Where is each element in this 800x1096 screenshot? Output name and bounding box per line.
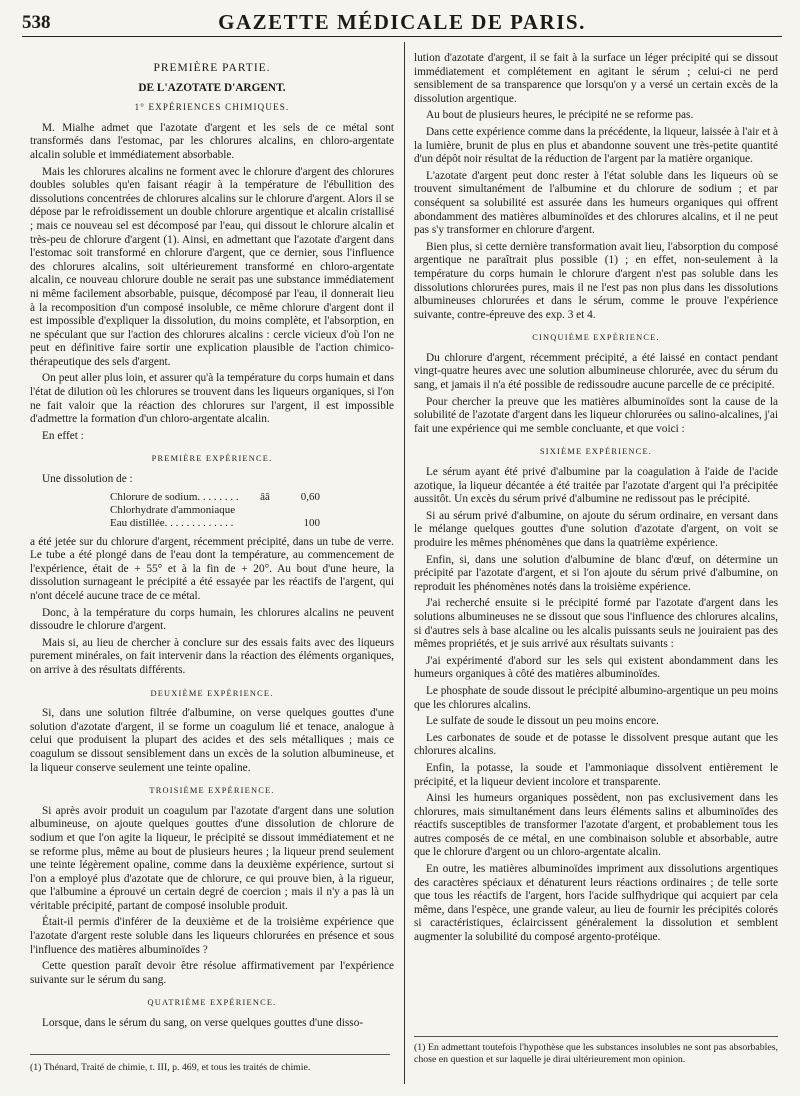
- recipe-qty: [250, 517, 280, 530]
- footnote-left: (1) Thénard, Traité de chimie, t. III, p. 469, et tous les traités de chimie.: [30, 1062, 311, 1073]
- paragraph: Cette question paraît devoir être résolue affirmativement par l'expérience suivante sur le sérum du sang.: [30, 960, 394, 986]
- recipe-qty: ââ: [260, 490, 270, 503]
- paragraph: Le phosphate de soude dissout le précipité albumino-argentique un peu moins que les chlorures alcalins.: [414, 684, 778, 711]
- paragraph: Était-il permis d'inférer de la deuxième et de la troisième expérience que l'azotate d'argent reste soluble dans les liqueurs chlorurées en présence et sous l'influence des matières albuminoïdes ?: [30, 916, 394, 956]
- recipe-value: 0,60: [300, 490, 320, 503]
- recipe-value: 100: [303, 516, 320, 529]
- part-title: PREMIÈRE PARTIE.: [153, 62, 271, 74]
- page-number: 538: [22, 12, 51, 33]
- recipe-name: Chlorure de sodium. . . . . . . .: [110, 490, 239, 503]
- paragraph: Mais les chlorures alcalins ne forment avec le chlorure d'argent des chlorures doubles solubles qu'en faisant réagir à la température de l'ébullition des dissolutions concentrées de chlorures alcalins sur le chlorure d'argent. Alors il se dépose par le refroidissement un double chlorure argentique et alcalin cristallisé ; mais ce nouveau sel est décomposé par l'eau, qui dissout le chlorure alcalin et très-peu de chlorure d'argent (1). Ainsi, en admettant que l'azotate d'argent dans l'estomac soit transformé en chlorure d'argent, que ce dernier, sous l'influence des chlorures alcalins, soit ultérieurement transformé en chloro-argentate alcalin, ce nouveau chlorure double ne serait pas une substance immédiatement ni même facilement absorbable, puisque, décomposé par l'eau, il donnerait lieu à la recomposition d'un composé insoluble, ce même chlorure d'argent dont il est impossible d'expliquer la dissolution, du moins complète, et l'absorption, en ne spéculant que sur l'action des chlorures alcalins : cercle vicieux d'où l'on ne peut en définitive faire sortir une explication plausible de l'action chimico-thérapeutique des sels d'argent.: [30, 165, 394, 368]
- paragraph: lution d'azotate d'argent, il se fait à la surface un léger précipité qui se dissout immédiatement et complétement en agitant le sérum ; celui-ci ne perd sensiblement de sa transparence que lorsqu'on y a versé un certain excès de la dissolution argentique.: [414, 52, 778, 105]
- paragraph: Lorsque, dans le sérum du sang, on verse quelques gouttes d'une disso-: [42, 1017, 364, 1030]
- paragraph: Au bout de plusieurs heures, le précipité ne se reforme pas.: [426, 109, 694, 122]
- paragraph: Les carbonates de soude et de potasse le dissolvent presque autant que les chlorures alcalins.: [414, 731, 778, 758]
- column-divider: [404, 42, 405, 1084]
- paragraph: Enfin, si, dans une solution d'albumine de blanc d'œuf, on détermine un précipité par l'azotate d'argent, et si l'on ajoute du sérum privé d'albumine, on reproduit les phénomènes notés dans la troisième expérience.: [414, 553, 778, 593]
- footnote-rule: [30, 1054, 390, 1055]
- experiment-heading: SIXIÈME EXPÉRIENCE.: [539, 447, 653, 457]
- paragraph: a été jetée sur du chlorure d'argent, récemment précipité, dans un tube de verre. Le tube a été plongé dans de l'eau dont la température, au commencement de l'expérience, était de + 55° et à la fin de + 20°. Au bout d'une heure, la dissolution surnageant le précipité a été essayée par les réactifs de l'argent, qui n'ont décelé aucune trace de ce métal.: [30, 535, 394, 602]
- footnote-rule: [414, 1036, 778, 1037]
- paragraph: En effet :: [42, 429, 84, 442]
- footnote-right: (1) En admettant toutefois l'hypothèse que les substances insolubles ne sont pas absorbables, chose en question et sur laquelle je dirai ultérieurement mon opinion.: [414, 1042, 778, 1065]
- experiment-heading: PREMIÈRE EXPÉRIENCE.: [151, 454, 273, 464]
- paragraph: Mais si, au lieu de chercher à conclure sur des essais faits avec des liqueurs purement minérales, on fait intervenir dans la réaction des éléments organiques, on arrive à des résultats différents.: [30, 636, 394, 676]
- journal-title: GAZETTE MÉDICALE DE PARIS.: [218, 10, 586, 34]
- paragraph: Une dissolution de :: [42, 473, 133, 486]
- experiment-heading: TROISIÈME EXPÉRIENCE.: [149, 786, 275, 796]
- paragraph: Bien plus, si cette dernière transformation avait lieu, l'absorption du composé argentique ne paraîtrait plus possible (1) ; en effet, non-seulement à la température du corps humain le chlorure d'argent n'est pas soluble dans les dissolutions chlorurées pures, mais il ne l'est pas non plus dans les dissolutions albumineuses chlorurées et dans le sérum, comme le prouve l'expérience suivante, contre-épreuve des exp. 3 et 4.: [414, 240, 778, 321]
- paragraph: Du chlorure d'argent, récemment précipité, a été laissé en contact pendant vingt-quatre heures avec une solution albumineuse chlorurée, avec du sérum du sang, et jamais il n'a été possible de redissoudre aucune parcelle de ce précipité.: [414, 351, 778, 392]
- recipe-list: [110, 491, 394, 530]
- paragraph: Dans cette expérience comme dans la précédente, la liqueur, laissée à l'air et à la lumière, brunit de plus en plus et abandonne souvent une très-petite quantité d'un dépôt noir résultat de la réduction de l'argent par la matière organique.: [414, 125, 778, 166]
- right-column: [414, 52, 778, 948]
- page-header: [22, 10, 782, 37]
- paragraph: L'azotate d'argent peut donc rester à l'état soluble dans les liqueurs où se trouvent simultanément de l'albumine et du chlorure de sodium ; et par conséquent sa solubilité est assurée dans les humeurs organiques qui offrent abondamment des matières albuminoïdes et des chlorures alcalins, et il ne peut pas s'y transformer en chlorure d'argent.: [414, 169, 778, 237]
- recipe-name: Eau distillée. . . . . . . . . . . . .: [110, 516, 234, 529]
- recipe-row: [110, 517, 394, 530]
- paragraph: Le sulfate de soude le dissout un peu moins encore.: [426, 715, 659, 728]
- recipe-value: [280, 504, 320, 517]
- paragraph: Enfin, la potasse, la soude et l'ammoniaque dissolvent entièrement le précipité, et la liqueur devient incolore et transparente.: [414, 761, 778, 788]
- experiment-heading: DEUXIÈME EXPÉRIENCE.: [150, 688, 274, 698]
- paragraph: J'ai recherché ensuite si le précipité formé par l'azotate d'argent dans les solutions albumineuses ne se dissout que sous l'influence des chlorures alcalins, si d'autres sels à base alcaline ou les alcalis puissants seuls ne jouiraient pas des mêmes propriétés, et je suis arrivé aux résultats suivants :: [414, 597, 778, 651]
- paragraph: Si au sérum privé d'albumine, on ajoute du sérum ordinaire, en versant dans le mélange quelques gouttes d'une solution d'azotate d'argent, on voit se produire les mêmes phénomènes que dans la quatrième expérience.: [414, 509, 778, 549]
- section-title: 1° EXPÉRIENCES CHIMIQUES.: [134, 102, 290, 113]
- recipe-row: [110, 491, 394, 504]
- paragraph: Donc, à la température du corps humain, les chlorures alcalins ne peuvent dissoudre le chlorure d'argent.: [30, 606, 394, 633]
- paragraph: Le sérum ayant été privé d'albumine par la coagulation à l'aide de l'acide azotique, la liqueur décantée a été traitée par l'azotate d'argent qui l'a précipitée aussitôt. Un excès du sérum privé d'albumine ne redissout pas le précipité.: [414, 466, 778, 506]
- recipe-qty: [250, 504, 280, 517]
- article-title: DE L'AZOTATE D'ARGENT.: [138, 81, 286, 94]
- paragraph: Si, dans une solution filtrée d'albumine, on verse quelques gouttes d'une solution d'azotate d'argent, il se forme un coagulum lié et tenace, analogue à celui que produisent la plupart des acides et des sels métalliques ; mais ce coagulum se dissout sensiblement dans un excès de la solution albumineuse, et la liqueur conserve seulement une teinte opaline.: [30, 707, 394, 774]
- recipe-row: [110, 504, 394, 517]
- experiment-heading: QUATRIÈME EXPÉRIENCE.: [147, 998, 277, 1008]
- left-column: [30, 52, 394, 1034]
- paragraph: M. Mialhe admet que l'azotate d'argent et les sels de ce métal sont transformés dans l'estomac, par les chlorures alcalins, en chloro-argentate alcalin soluble et immédiatement absorbable.: [30, 121, 394, 161]
- paragraph: En outre, les matières albuminoïdes impriment aux dissolutions argentiques des caractères spéciaux et dénaturent leurs réactions ordinaires ; de telle sorte que tous les réactifs de l'argent, hors l'acide sulfhydrique qui acquiert par cela même, dans l'espèce, une grande valeur, au lieu de fournir les précipités colorés si caractéristiques, éclaircissent généralement la dissolution et semblent augmenter la solubilité du composé argento-protéique.: [414, 863, 778, 944]
- recipe-name: Chlorhydrate d'ammoniaque: [110, 503, 236, 516]
- paragraph: J'ai expérimenté d'abord sur les sels qui existent abondamment dans les humeurs organiques à côté des matières albuminoïdes.: [414, 654, 778, 681]
- paragraph: On peut aller plus loin, et assurer qu'à la température du corps humain et dans l'état de dilution où les chlorures se trouvent dans les liqueurs organiques, si l'on ne fait valoir que la réaction des chlorures sur l'argent, il est impossible d'admettre la formation d'un chloro-argentate alcalin.: [30, 372, 394, 426]
- paragraph: Pour chercher la preuve que les matières albuminoïdes sont la cause de la solubilité de l'azotate d'argent dans les liqueur chlorurées ou salino-alcalines, j'ai fait une expérience qui me semble concluante, et que voici :: [414, 395, 778, 435]
- experiment-heading: CINQUIÈME EXPÉRIENCE.: [532, 333, 660, 343]
- paragraph: Ainsi les humeurs organiques possèdent, non pas exclusivement dans les chlorures, mais simultanément dans leurs éléments salins et albuminoïdes des réactifs susceptibles de transformer l'azotate d'argent, et probablement tous les autres composés de ce métal, en une combinaison soluble et absorbable, autre que le chlorure d'argent ou un chloro-argentate alcalin.: [414, 792, 778, 859]
- paragraph: Si après avoir produit un coagulum par l'azotate d'argent dans une solution albumineuse, on ajoute quelques gouttes d'une dissolution de chlorure de sodium et que l'on agite la liqueur, le précipité se dissout immédiatement et ne se reforme plus, même au bout de plusieurs heures ; la liqueur prend seulement une teinte légèrement opaline, comme dans la deuxième expérience, surtout si l'on a employé plus d'azotate que de chlorure, ce qui prouve bien, à la rigueur, que l'albumine a éprouvé un certain degré de coercion ; mais il n'y a pas là un véritable précipité, partant de composé insoluble produit.: [30, 804, 394, 912]
